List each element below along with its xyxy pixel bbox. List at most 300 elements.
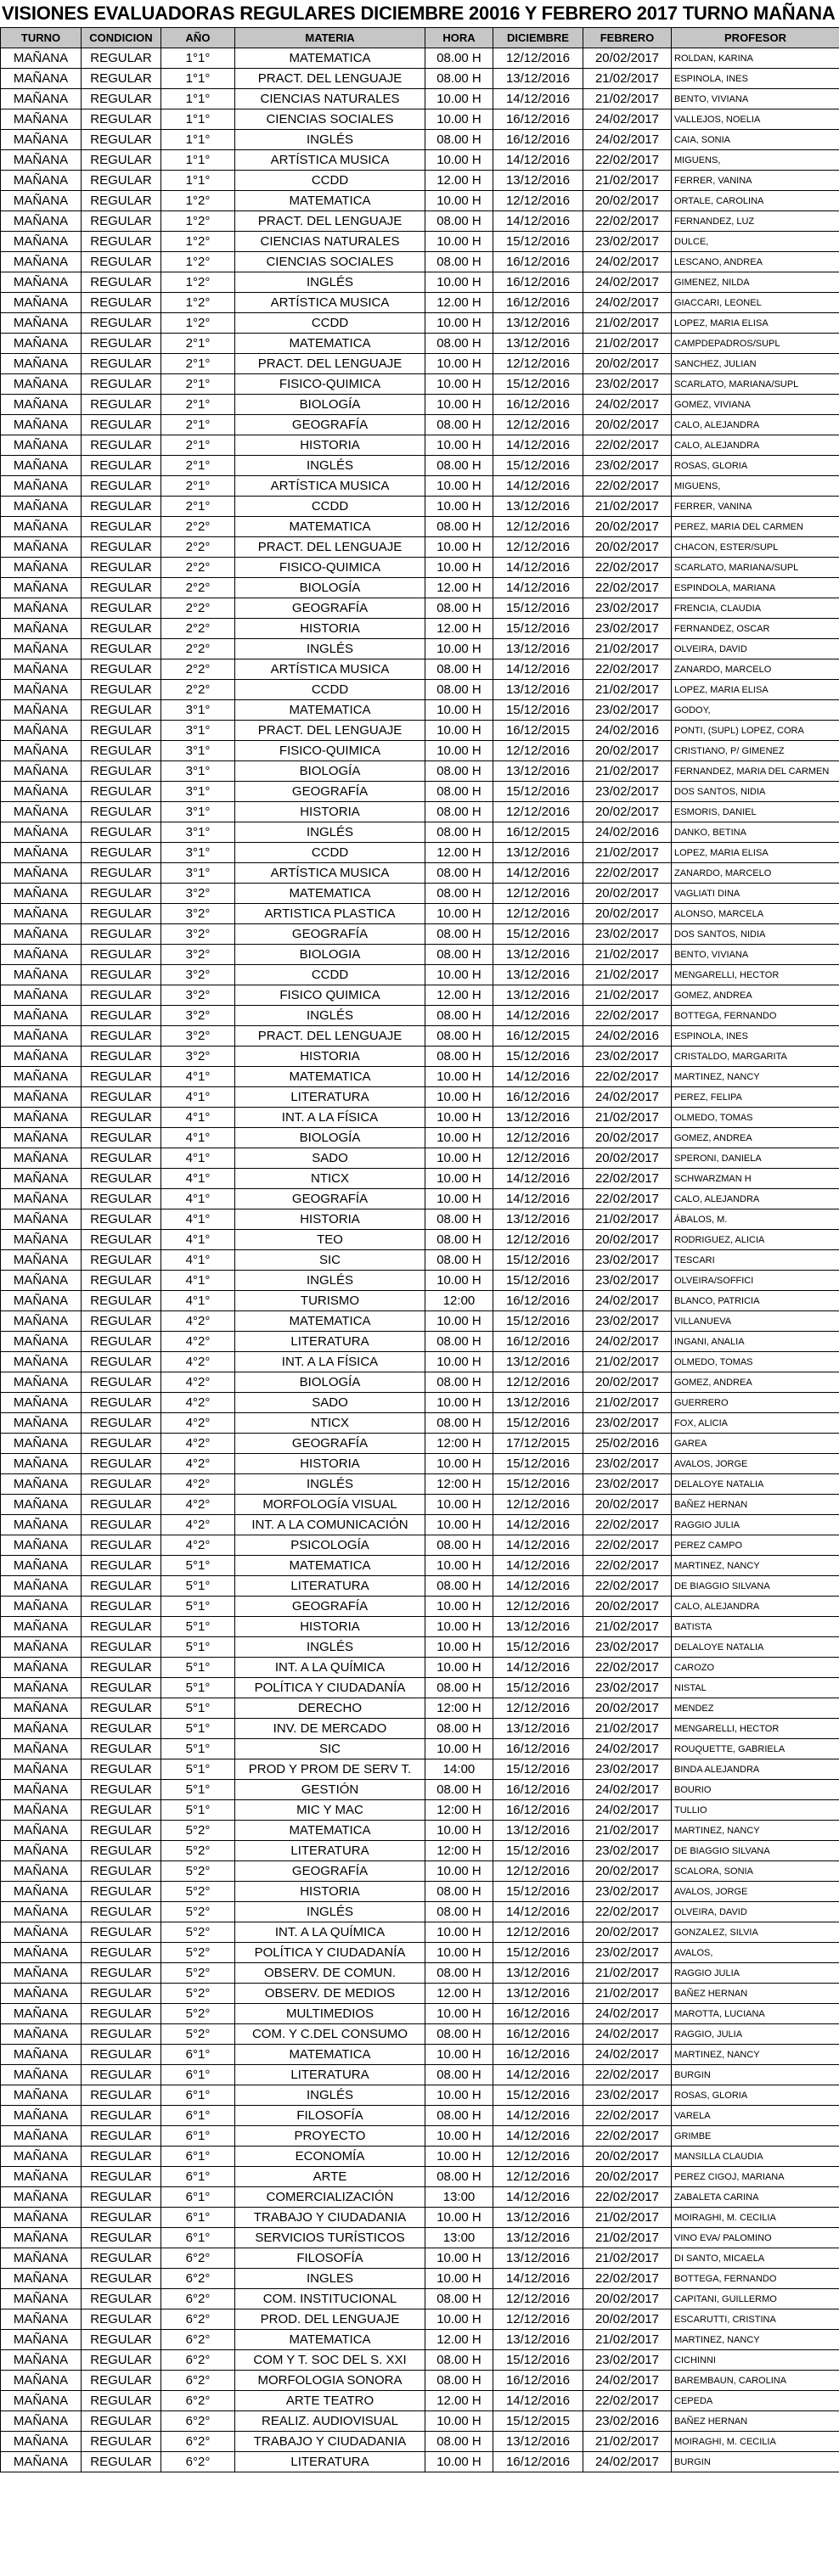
diciembre-cell: 14/12/2016 [493,558,583,578]
profesor-cell: ORTALE, CAROLINA [672,191,839,211]
turno-cell: MAÑANA [1,1291,82,1311]
table-row [1,334,839,354]
condicion-cell: REGULAR [82,2309,161,2330]
profesor-cell: ÁBALOS, M. [672,1209,839,1230]
materia-cell: ARTÍSTICA MUSICA [235,863,425,884]
profesor-cell: ZANARDO, MARCELO [672,863,839,884]
turno-cell: MAÑANA [1,2452,82,2472]
table-row [1,1637,839,1658]
ano-cell: 4°2° [161,1474,235,1495]
ano-cell: 2°1° [161,415,235,435]
hora-cell: 08.00 H [425,334,493,354]
condicion-cell: REGULAR [82,1658,161,1678]
diciembre-cell: 15/12/2016 [493,456,583,476]
febrero-cell: 24/02/2017 [583,1800,672,1821]
materia-cell: MATEMATICA [235,1821,425,1841]
hora-cell: 10.00 H [425,1617,493,1637]
turno-cell: MAÑANA [1,2106,82,2126]
table-row [1,1148,839,1169]
febrero-cell: 23/02/2017 [583,2085,672,2106]
table-row [1,1658,839,1678]
turno-cell: MAÑANA [1,2432,82,2452]
materia-cell: GEOGRAFÍA [235,1189,425,1209]
hora-cell: 12:00 H [425,1800,493,1821]
diciembre-cell: 12/12/2016 [493,802,583,822]
condicion-cell: REGULAR [82,2391,161,2411]
turno-cell: MAÑANA [1,1617,82,1637]
profesor-cell: TESCARI [672,1250,839,1271]
materia-cell: COM. Y C.DEL CONSUMO [235,2024,425,2045]
profesor-cell: MARTINEZ, NANCY [672,2330,839,2350]
turno-cell: MAÑANA [1,1556,82,1576]
table-row [1,659,839,680]
materia-cell: LITERATURA [235,1576,425,1597]
materia-cell: COMERCIALIZACIÓN [235,2187,425,2208]
febrero-cell: 21/02/2017 [583,171,672,191]
diciembre-cell: 15/12/2016 [493,1759,583,1780]
febrero-cell: 21/02/2017 [583,1209,672,1230]
diciembre-cell: 12/12/2016 [493,2289,583,2309]
condicion-cell: REGULAR [82,191,161,211]
diciembre-cell: 15/12/2016 [493,374,583,395]
condicion-cell: REGULAR [82,1047,161,1067]
profesor-cell: FOX, ALICIA [672,1413,839,1434]
turno-cell: MAÑANA [1,374,82,395]
hora-cell: 12.00 H [425,578,493,598]
ano-cell: 2°1° [161,456,235,476]
febrero-cell: 20/02/2017 [583,1495,672,1515]
febrero-cell: 23/02/2017 [583,2350,672,2371]
ano-cell: 5°1° [161,1556,235,1576]
condicion-cell: REGULAR [82,1271,161,1291]
ano-cell: 4°1° [161,1189,235,1209]
condicion-cell: REGULAR [82,1963,161,1984]
schedule-table [0,27,839,2472]
profesor-cell: ESPINOLA, INES [672,1026,839,1047]
diciembre-cell: 16/12/2016 [493,1087,583,1108]
profesor-cell: CRISTIANO, P/ GIMENEZ [672,741,839,761]
diciembre-cell: 15/12/2015 [493,2411,583,2432]
ano-cell: 6°2° [161,2452,235,2472]
materia-cell: BIOLOGÍA [235,578,425,598]
materia-cell: ARTISTICA PLASTICA [235,904,425,924]
febrero-cell: 22/02/2017 [583,1576,672,1597]
turno-cell: MAÑANA [1,476,82,497]
profesor-cell: MIGUENS, [672,476,839,497]
febrero-cell: 22/02/2017 [583,659,672,680]
hora-cell: 10.00 H [425,1495,493,1515]
febrero-cell: 23/02/2017 [583,374,672,395]
condicion-cell: REGULAR [82,1861,161,1882]
hora-cell: 10.00 H [425,1128,493,1148]
materia-cell: ARTE [235,2167,425,2187]
table-row [1,354,839,374]
turno-cell: MAÑANA [1,1719,82,1739]
table-row [1,558,839,578]
table-row [1,395,839,415]
materia-cell: TURISMO [235,1291,425,1311]
febrero-cell: 22/02/2017 [583,2187,672,2208]
hora-cell: 10.00 H [425,965,493,985]
ano-cell: 5°2° [161,2004,235,2024]
table-row [1,435,839,456]
materia-cell: LITERATURA [235,1332,425,1352]
turno-cell: MAÑANA [1,1882,82,1902]
ano-cell: 5°2° [161,1984,235,2004]
diciembre-cell: 17/12/2015 [493,1434,583,1454]
ano-cell: 6°1° [161,2045,235,2065]
table-row [1,232,839,252]
ano-cell: 1°2° [161,313,235,334]
materia-cell: CIENCIAS NATURALES [235,232,425,252]
diciembre-cell: 13/12/2016 [493,1393,583,1413]
hora-cell: 10.00 H [425,2004,493,2024]
profesor-cell: MOIRAGHI, M. CECILIA [672,2432,839,2452]
table-row [1,884,839,904]
diciembre-cell: 16/12/2016 [493,2371,583,2391]
materia-cell: BIOLOGÍA [235,1372,425,1393]
profesor-cell: MARTINEZ, NANCY [672,1556,839,1576]
profesor-cell: OLMEDO, TOMAS [672,1352,839,1372]
diciembre-cell: 13/12/2016 [493,2432,583,2452]
table-row [1,802,839,822]
turno-cell: MAÑANA [1,2045,82,2065]
febrero-cell: 24/02/2017 [583,2024,672,2045]
hora-cell: 10.00 H [425,2045,493,2065]
ano-cell: 6°1° [161,2065,235,2085]
profesor-cell: CAMPDEPADROS/SUPL [672,334,839,354]
condicion-cell: REGULAR [82,2208,161,2228]
turno-cell: MAÑANA [1,1535,82,1556]
diciembre-cell: 12/12/2016 [493,354,583,374]
febrero-cell: 21/02/2017 [583,497,672,517]
condicion-cell: REGULAR [82,1352,161,1372]
diciembre-cell: 16/12/2016 [493,1780,583,1800]
profesor-cell: DELALOYE NATALIA [672,1474,839,1495]
ano-cell: 5°1° [161,1800,235,1821]
turno-cell: MAÑANA [1,1332,82,1352]
materia-cell: GEOGRAFÍA [235,782,425,802]
table-row [1,1250,839,1271]
profesor-cell: MARTINEZ, NANCY [672,1821,839,1841]
turno-cell: MAÑANA [1,1841,82,1861]
hora-cell: 12.00 H [425,2330,493,2350]
hora-cell: 12:00 [425,1291,493,1311]
profesor-cell: VILLANUEVA [672,1311,839,1332]
diciembre-cell: 14/12/2016 [493,1658,583,1678]
febrero-cell: 23/02/2017 [583,1882,672,1902]
ano-cell: 4°2° [161,1434,235,1454]
profesor-cell: ROSAS, GLORIA [672,2085,839,2106]
diciembre-cell: 13/12/2016 [493,1821,583,1841]
ano-cell: 1°2° [161,252,235,272]
materia-cell: TRABAJO Y CIUDADANIA [235,2208,425,2228]
table-row [1,1393,839,1413]
hora-cell: 08.00 H [425,1047,493,1067]
febrero-cell: 23/02/2017 [583,456,672,476]
profesor-cell: INGANI, ANALIA [672,1332,839,1352]
febrero-cell: 21/02/2017 [583,313,672,334]
hora-cell: 10.00 H [425,374,493,395]
table-row [1,1902,839,1922]
hora-cell: 10.00 H [425,1108,493,1128]
diciembre-cell: 13/12/2016 [493,1984,583,2004]
hora-cell: 08.00 H [425,782,493,802]
table-row [1,1963,839,1984]
febrero-cell: 24/02/2016 [583,721,672,741]
table-row [1,782,839,802]
turno-cell: MAÑANA [1,1026,82,1047]
materia-cell: INT. A LA FÍSICA [235,1108,425,1128]
condicion-cell: REGULAR [82,578,161,598]
febrero-cell: 20/02/2017 [583,884,672,904]
turno-cell: MAÑANA [1,130,82,150]
ano-cell: 3°1° [161,761,235,782]
ano-cell: 2°1° [161,374,235,395]
ano-cell: 3°2° [161,945,235,965]
table-row [1,1291,839,1311]
condicion-cell: REGULAR [82,1291,161,1311]
turno-cell: MAÑANA [1,2004,82,2024]
febrero-cell: 21/02/2017 [583,1821,672,1841]
ano-cell: 4°2° [161,1515,235,1535]
condicion-cell: REGULAR [82,2432,161,2452]
profesor-cell: PONTI, (SUPL) LOPEZ, CORA [672,721,839,741]
ano-cell: 3°2° [161,1026,235,1047]
diciembre-cell: 15/12/2016 [493,1474,583,1495]
condicion-cell: REGULAR [82,2371,161,2391]
febrero-cell: 22/02/2017 [583,476,672,497]
turno-cell: MAÑANA [1,1698,82,1719]
febrero-cell: 24/02/2017 [583,2452,672,2472]
turno-cell: MAÑANA [1,2411,82,2432]
table-row [1,374,839,395]
condicion-cell: REGULAR [82,435,161,456]
profesor-cell: PEREZ, FELIPA [672,1087,839,1108]
febrero-cell: 23/02/2017 [583,1047,672,1067]
table-row [1,2330,839,2350]
turno-cell: MAÑANA [1,1209,82,1230]
condicion-cell: REGULAR [82,1556,161,1576]
materia-cell: PRACT. DEL LENGUAJE [235,69,425,89]
profesor-cell: BOURIO [672,1780,839,1800]
table-row [1,2411,839,2432]
febrero-cell: 20/02/2017 [583,802,672,822]
profesor-cell: CICHINNI [672,2350,839,2371]
diciembre-cell: 14/12/2016 [493,2269,583,2289]
ano-cell: 4°2° [161,1372,235,1393]
condicion-cell: REGULAR [82,1515,161,1535]
table-row [1,598,839,619]
ano-cell: 5°2° [161,1861,235,1882]
table-row [1,1617,839,1637]
febrero-cell: 22/02/2017 [583,211,672,232]
diciembre-cell: 12/12/2016 [493,1597,583,1617]
turno-cell: MAÑANA [1,293,82,313]
ano-cell: 1°1° [161,171,235,191]
ano-cell: 3°2° [161,904,235,924]
table-row [1,1332,839,1352]
profesor-cell: VINO EVA/ PALOMINO [672,2228,839,2248]
ano-cell: 6°2° [161,2432,235,2452]
table-row [1,945,839,965]
hora-cell: 10.00 H [425,191,493,211]
profesor-cell: GUERRERO [672,1393,839,1413]
table-row [1,700,839,721]
febrero-cell: 20/02/2017 [583,537,672,558]
condicion-cell: REGULAR [82,1759,161,1780]
turno-cell: MAÑANA [1,1148,82,1169]
febrero-cell: 21/02/2017 [583,761,672,782]
turno-cell: MAÑANA [1,415,82,435]
profesor-cell: ZANARDO, MARCELO [672,659,839,680]
febrero-cell: 21/02/2017 [583,843,672,863]
diciembre-cell: 14/12/2016 [493,1006,583,1026]
febrero-cell: 21/02/2017 [583,1393,672,1413]
profesor-cell: BAÑEZ HERNAN [672,1984,839,2004]
turno-cell: MAÑANA [1,863,82,884]
table-row [1,1719,839,1739]
hora-cell: 08.00 H [425,252,493,272]
febrero-cell: 21/02/2017 [583,1617,672,1637]
condicion-cell: REGULAR [82,1067,161,1087]
condicion-cell: REGULAR [82,109,161,130]
hora-cell: 12.00 H [425,1984,493,2004]
condicion-cell: REGULAR [82,1087,161,1108]
profesor-cell: MAROTTA, LUCIANA [672,2004,839,2024]
materia-cell: PRACT. DEL LENGUAJE [235,354,425,374]
febrero-cell: 23/02/2017 [583,1271,672,1291]
materia-cell: PROD. DEL LENGUAJE [235,2309,425,2330]
table-row [1,843,839,863]
column-header-materia: MATERIA [235,28,425,48]
diciembre-cell: 14/12/2016 [493,435,583,456]
febrero-cell: 21/02/2017 [583,1108,672,1128]
diciembre-cell: 14/12/2016 [493,476,583,497]
profesor-cell: VAGLIATI DINA [672,884,839,904]
febrero-cell: 20/02/2017 [583,517,672,537]
hora-cell: 08.00 H [425,884,493,904]
condicion-cell: REGULAR [82,904,161,924]
table-row [1,2147,839,2167]
ano-cell: 4°2° [161,1495,235,1515]
hora-cell: 08.00 H [425,2371,493,2391]
diciembre-cell: 14/12/2016 [493,578,583,598]
turno-cell: MAÑANA [1,924,82,945]
profesor-cell: DULCE, [672,232,839,252]
diciembre-cell: 16/12/2016 [493,2452,583,2472]
condicion-cell: REGULAR [82,2228,161,2248]
febrero-cell: 24/02/2016 [583,822,672,843]
febrero-cell: 21/02/2017 [583,945,672,965]
table-row [1,2167,839,2187]
turno-cell: MAÑANA [1,69,82,89]
febrero-cell: 21/02/2017 [583,1719,672,1739]
condicion-cell: REGULAR [82,1821,161,1841]
condicion-cell: REGULAR [82,1209,161,1230]
condicion-cell: REGULAR [82,1026,161,1047]
febrero-cell: 22/02/2017 [583,2391,672,2411]
diciembre-cell: 12/12/2016 [493,1148,583,1169]
materia-cell: FILOSOFÍA [235,2106,425,2126]
ano-cell: 5°1° [161,1658,235,1678]
turno-cell: MAÑANA [1,272,82,293]
condicion-cell: REGULAR [82,843,161,863]
diciembre-cell: 12/12/2016 [493,537,583,558]
febrero-cell: 23/02/2017 [583,1943,672,1963]
turno-cell: MAÑANA [1,1067,82,1087]
table-row [1,1678,839,1698]
diciembre-cell: 14/12/2016 [493,1067,583,1087]
ano-cell: 1°1° [161,69,235,89]
turno-cell: MAÑANA [1,884,82,904]
condicion-cell: REGULAR [82,2167,161,2187]
hora-cell: 10.00 H [425,2309,493,2330]
ano-cell: 5°2° [161,2024,235,2045]
profesor-cell: GODOY, [672,700,839,721]
diciembre-cell: 13/12/2016 [493,1963,583,1984]
hora-cell: 10.00 H [425,2085,493,2106]
turno-cell: MAÑANA [1,659,82,680]
hora-cell: 10.00 H [425,1943,493,1963]
profesor-cell: MANSILLA CLAUDIA [672,2147,839,2167]
materia-cell: INGLÉS [235,1271,425,1291]
febrero-cell: 24/02/2017 [583,1332,672,1352]
hora-cell: 10.00 H [425,1637,493,1658]
diciembre-cell: 12/12/2016 [493,1372,583,1393]
hora-cell: 08.00 H [425,822,493,843]
ano-cell: 4°1° [161,1250,235,1271]
hora-cell: 12:00 H [425,1434,493,1454]
hora-cell: 10.00 H [425,1087,493,1108]
table-row [1,924,839,945]
table-row [1,1047,839,1067]
profesor-cell: LOPEZ, MARIA ELISA [672,680,839,700]
condicion-cell: REGULAR [82,700,161,721]
hora-cell: 10.00 H [425,2452,493,2472]
table-row [1,1943,839,1963]
table-row [1,150,839,171]
table-row [1,1922,839,1943]
febrero-cell: 23/02/2017 [583,619,672,639]
turno-cell: MAÑANA [1,334,82,354]
materia-cell: POLÍTICA Y CIUDADANÍA [235,1943,425,1963]
hora-cell: 10.00 H [425,1311,493,1332]
materia-cell: MATEMATICA [235,884,425,904]
febrero-cell: 20/02/2017 [583,1230,672,1250]
ano-cell: 2°2° [161,517,235,537]
materia-cell: TEO [235,1230,425,1250]
table-row [1,1067,839,1087]
condicion-cell: REGULAR [82,782,161,802]
profesor-cell: ESCARUTTI, CRISTINA [672,2309,839,2330]
condicion-cell: REGULAR [82,1454,161,1474]
condicion-cell: REGULAR [82,2004,161,2024]
materia-cell: COM. INSTITUCIONAL [235,2289,425,2309]
profesor-cell: LOPEZ, MARIA ELISA [672,843,839,863]
table-row [1,721,839,741]
materia-cell: BIOLOGIA [235,945,425,965]
condicion-cell: REGULAR [82,130,161,150]
turno-cell: MAÑANA [1,700,82,721]
profesor-cell: SPERONI, DANIELA [672,1148,839,1169]
diciembre-cell: 13/12/2016 [493,69,583,89]
profesor-cell: RAGGIO JULIA [672,1515,839,1535]
hora-cell: 08.00 H [425,761,493,782]
febrero-cell: 21/02/2017 [583,680,672,700]
turno-cell: MAÑANA [1,1474,82,1495]
table-row [1,2045,839,2065]
